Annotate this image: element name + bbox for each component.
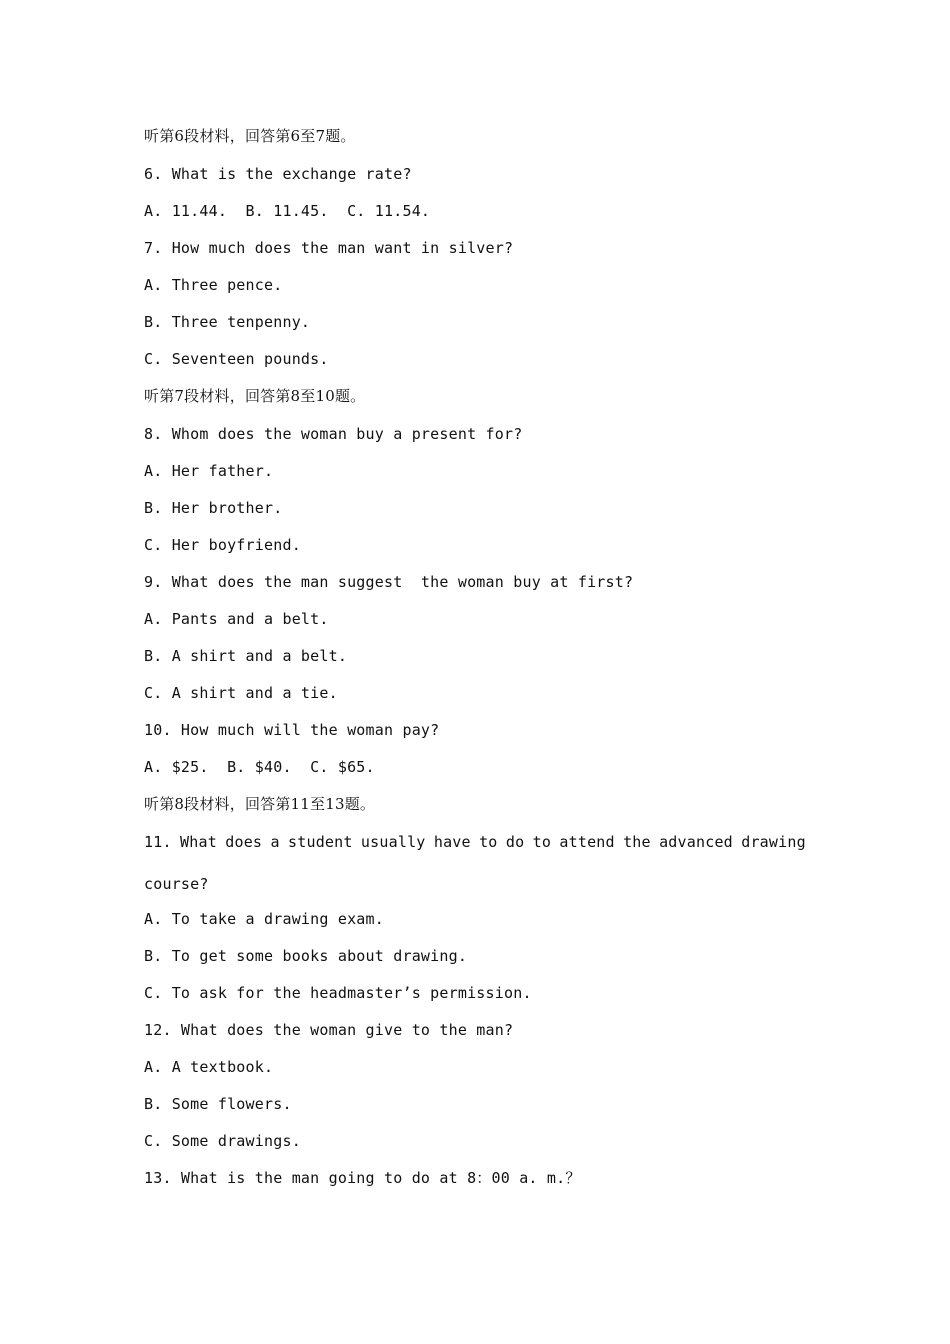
question-11-word: the <box>623 833 651 851</box>
question-11-word: does <box>225 833 263 851</box>
question-11-continuation: course? <box>144 875 209 893</box>
question-11-word: to <box>479 833 498 851</box>
question-11-word: usually <box>360 833 426 851</box>
question-11-word: to <box>532 833 552 851</box>
question-7: 7. How much does the man want in silver? <box>144 239 514 257</box>
section-heading-6: 听第6段材料，回答第6至7题。 <box>144 127 356 145</box>
question-11-word: drawing <box>741 833 806 851</box>
question-11-option-b: B. To get some books about drawing. <box>144 947 468 965</box>
section-heading-8: 听第8段材料，回答第11至13题。 <box>144 795 376 813</box>
question-8-option-c: C. Her boyfriend. <box>144 536 301 554</box>
question-7-option-a: A. Three pence. <box>144 276 283 294</box>
question-13: 13. What is the man going to do at 8：00 a. m.？ <box>144 1169 581 1187</box>
question-11-option-c: C. To ask for the headmaster’s permission. <box>144 984 532 1002</box>
question-8: 8. Whom does the woman buy a present for? <box>144 425 523 443</box>
question-11-option-a: A. To take a drawing exam. <box>144 910 384 928</box>
section-heading-7: 听第7段材料，回答第8至10题。 <box>144 387 366 405</box>
question-11-word: advanced <box>659 833 733 851</box>
question-6-options: A. 11.44. B. 11.45. C. 11.54. <box>144 202 431 220</box>
question-6: 6. What is the exchange rate? <box>144 165 412 183</box>
question-9-option-b: B. A shirt and a belt. <box>144 647 348 665</box>
question-11-word: attend <box>559 833 615 851</box>
question-12: 12. What does the woman give to the man? <box>144 1021 514 1039</box>
question-7-option-c: C. Seventeen pounds. <box>144 350 329 368</box>
question-9-option-a: A. Pants and a belt. <box>144 610 329 628</box>
question-12-option-c: C. Some drawings. <box>144 1132 301 1150</box>
question-12-option-a: A. A textbook. <box>144 1058 274 1076</box>
question-11 <box>144 832 806 852</box>
question-7-option-b: B. Three tenpenny. <box>144 313 311 331</box>
question-10-options: A. $25. B. $40. C. $65. <box>144 758 375 776</box>
question-11-word: student <box>288 833 353 851</box>
question-8-option-a: A. Her father. <box>144 462 274 480</box>
question-9-option-c: C. A shirt and a tie. <box>144 684 338 702</box>
question-11-word: have <box>433 833 471 851</box>
question-8-option-b: B. Her brother. <box>144 499 283 517</box>
question-11-word: do <box>505 833 525 851</box>
question-10: 10. How much will the woman pay? <box>144 721 440 739</box>
question-11-word: a <box>270 833 280 851</box>
question-12-option-b: B. Some flowers. <box>144 1095 292 1113</box>
question-9: 9. What does the man suggest the woman buy at first? <box>144 573 634 591</box>
question-11-word: 11. <box>144 833 172 851</box>
question-11-word: What <box>180 833 217 851</box>
